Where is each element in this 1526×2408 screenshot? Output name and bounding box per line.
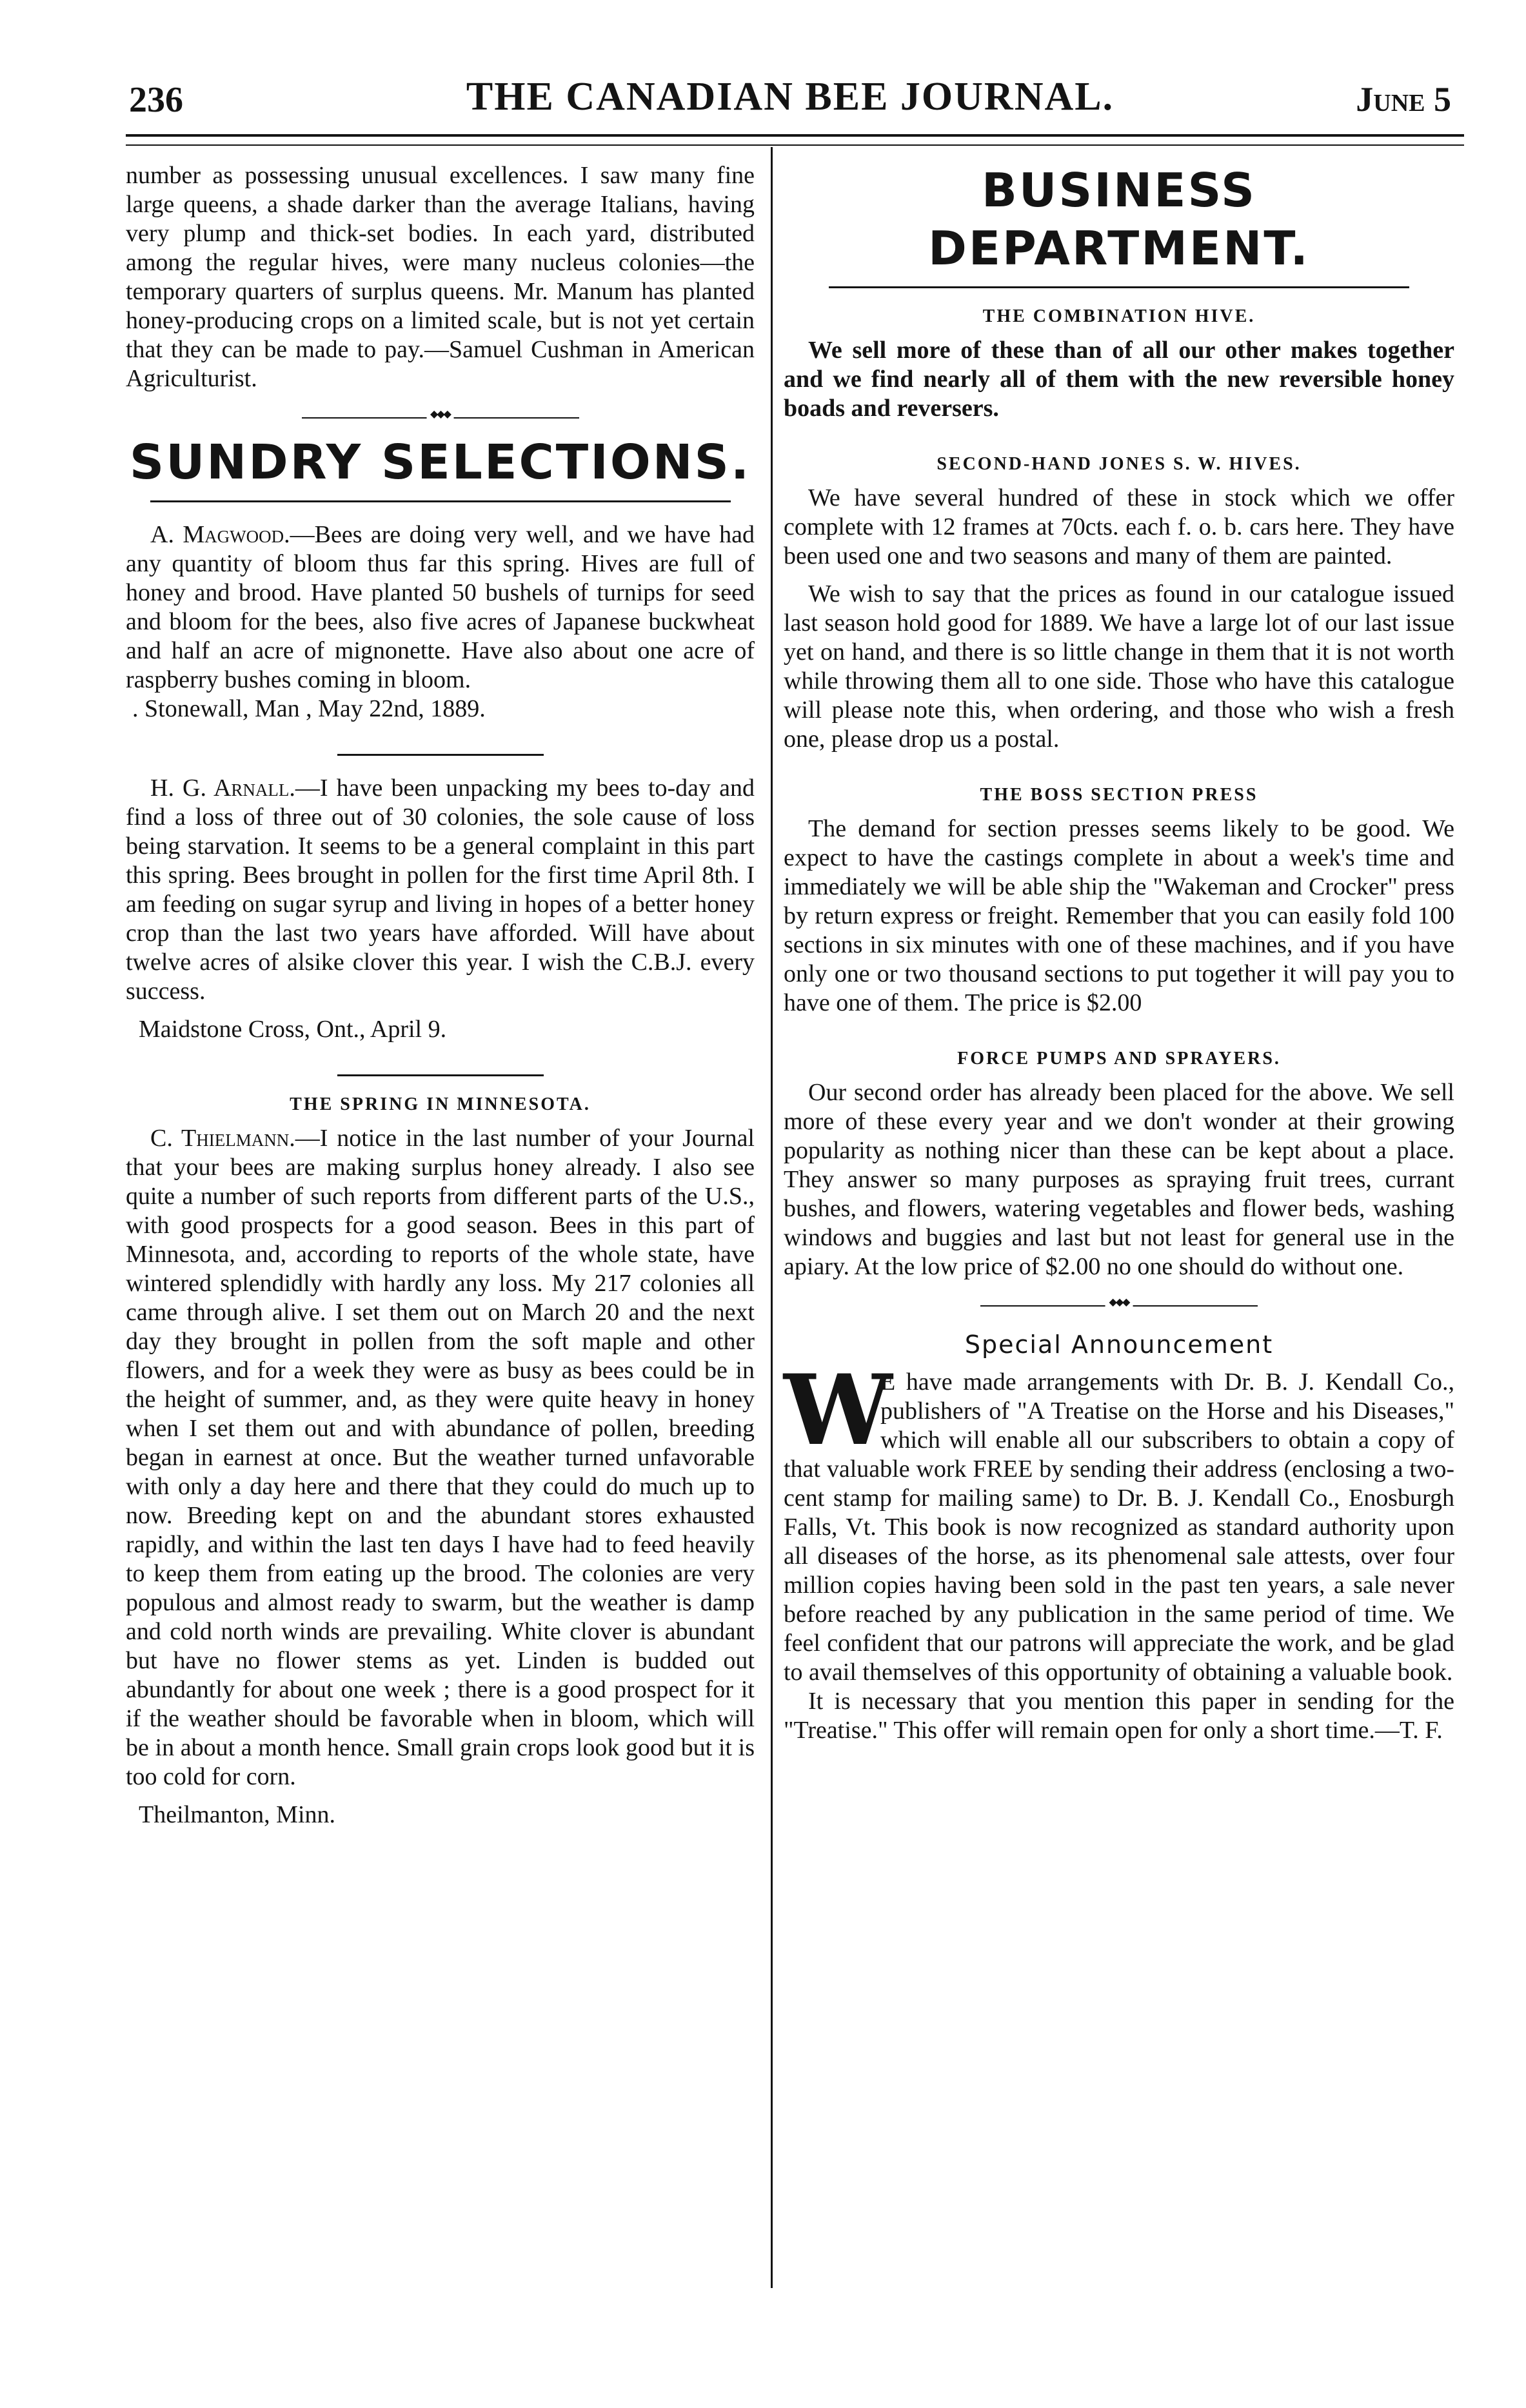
- thielmann-name: C. Thielmann.: [150, 1125, 295, 1152]
- business-department-title: BUSINESS DEPARTMENT.: [928, 163, 1310, 275]
- page-number: 236: [129, 80, 183, 120]
- minnesota-heading: THE SPRING IN MINNESOTA.: [290, 1094, 591, 1114]
- boss-press-text: The demand for section presses seems likely to be good. We expect to have the castings complete in about a week's time and immediately we will be able ship the "Wakeman and Crocker" press by return express or freight. Remember that you can easily fold 100 sections in six minutes with one of these machines, and if you have only one or two thousand sections to put together it will pay you to have one of them. The price is $2.00: [784, 815, 1454, 1016]
- arnall-letter: [126, 774, 755, 1006]
- special-announcement-heading: Special Announcement: [964, 1330, 1274, 1359]
- issue-date: June 5: [1356, 80, 1451, 119]
- magwood-dateline: . Stonewall, Man , May 22nd, 1889.: [132, 695, 486, 722]
- jones-hives-heading: SECOND-HAND JONES S. W. HIVES.: [936, 454, 1302, 474]
- thielmann-letter: [126, 1124, 755, 1791]
- intro-paragraph: number as possessing unusual excellences. I saw many fine large queens, a shade darker than the average Italians, having very plump and thick-set bodies. In each yard, distributed among the regular hives, were many nucleus colonies—the temporary quarters of surplus queens. Mr. Manum has planted honey-producing crops on a limited scale, but is not yet certain that they can be made to pay.—Samuel Cushman in American Agriculturist.: [126, 162, 755, 392]
- magwood-letter: [126, 520, 755, 695]
- ornament-divider: [302, 411, 579, 424]
- force-pumps-heading: FORCE PUMPS AND SPRAYERS.: [957, 1049, 1281, 1069]
- arnall-dateline: Maidstone Cross, Ont., April 9.: [139, 1016, 447, 1043]
- column-divider: [771, 147, 773, 2288]
- left-column: [126, 161, 755, 1829]
- combination-hive-text: We sell more of these than of all our other makes together and we find nearly all of them with the new reversible honey boads and reversers.: [784, 337, 1454, 422]
- arnall-name: H. G. Arnall.: [150, 775, 295, 802]
- force-pumps-text: Our second order has already been placed for the above. We sell more of these every year and we don't wonder at their growing popularity as nothing nicer than these can be kept about a place. They answer so many purposes as spraying fruit trees, currant bushes, and flowers, watering vegetables and flower beds, washing windows and buggies and last but not least for general use in the apiary. At the low price of $2.00 no one should do without one.: [784, 1079, 1454, 1280]
- special-announcement-text: [784, 1354, 1454, 1687]
- right-column: [784, 161, 1454, 1745]
- catalogue-text: We wish to say that the prices as found in our catalogue issued last season hold good for 1889. We have a large lot of our last issue yet on hand, and there is so little change in them that it is not worth while throwing them all to one side. Those who have this catalogue will please note this, when ordering, and those who wish a fresh one, please drop us a postal.: [784, 580, 1454, 753]
- sundry-selections-title: SUNDRY SELECTIONS.: [129, 435, 751, 490]
- jones-hives-text: We have several hundred of these in stock which we offer complete with 12 frames at 70cts. each f. o. b. cars here. They have been used one and two seasons and many of them are painted.: [784, 484, 1454, 569]
- special-closing-text: It is necessary that you mention this paper in sending for the "Treatise." This offer will remain open for only a short time.—T. F.: [784, 1688, 1454, 1744]
- special-body: E have made arrangements with Dr. B. J. Kendall Co., publishers of "A Treatise on the Horse and his Diseases," which will enable all our subscribers to obtain a copy of that valuable work FREE by sending their address (enclosing a two-cent stamp for mailing same) to Dr. B. J. Kendall Co., Enosburgh Falls, Vt. This book is now recognized as standard authority upon all diseases of the horse, as its phenomenal sale attests, over four million copies having been sold in the past ten years, a sale never before reached by any publication in the same period of time. We feel confident that our patrons will appreciate the work, and be glad to avail themselves of this opportunity of obtaining a valuable book.: [784, 1368, 1454, 1686]
- arnall-text: —I have been unpacking my bees to-day and find a loss of three out of 30 colonies, the sole cause of loss being starvation. It seems to be a general complaint in this part this spring. Bees brought in pollen for the first time April 8th. I am feeding on sugar syrup and living in hopes of a better honey crop than the last two years have afforded. Will have about twelve acres of alsike clover this year. I wish the C.B.J. every success.: [126, 775, 755, 1005]
- header-rule: [126, 134, 1464, 137]
- magwood-text: —Bees are doing very well, and we have had any quantity of bloom thus far this spring. Hives are full of honey and brood. Have planted 50 bushels of turnips for seed and bloom for the bees, also five acres of Japanese buckwheat and half an acre of mignonette. Have also about one acre of raspberry bushes coming in bloom.: [126, 521, 755, 693]
- thielmann-text: —I notice in the last number of your Journal that your bees are making surplus honey already. I also see quite a number of such reports from different parts of the U.S., with good prospects for a good season. Bees in this part of Minnesota, and, according to reports of the whole state, have wintered splendidly with hardly any loss. My 217 colonies all came through alive. I set them out on March 20 and the next day they brought in pollen from the soft maple and other flowers, and for a week they were as busy as bees could be in the height of summer, and, as they were quite heavy in honey when I set them out and with abundance of pollen, breeding began in earnest at once. But the weather turned unfavorable with only a day here and there that they could do much up to now. Breeding kept on and the abundant stores exhausted rapidly, and within the last ten days I have had to feed heavily to keep them from eating up the brood. The colonies are very populous and almost ready to swarm, but the weather is damp and cold north winds are prevailing. White clover is abundant but have no flower stems as yet. Linden is budded out abundantly for about one week ; there is a good prospect for it if the weather should be favorable when in bloom, which will be in about a month hence. Small grain crops look good but it is too cold for corn.: [126, 1125, 755, 1790]
- journal-title: THE CANADIAN BEE JOURNAL.: [466, 75, 1115, 119]
- header-rule-thin: [126, 144, 1464, 146]
- ornament-divider: [980, 1299, 1258, 1312]
- boss-press-heading: THE BOSS SECTION PRESS: [980, 785, 1258, 805]
- thielmann-dateline: Theilmanton, Minn.: [139, 1801, 336, 1828]
- drop-cap: W: [784, 1354, 893, 1467]
- combination-hive-heading: THE COMBINATION HIVE.: [982, 306, 1256, 326]
- magwood-name: A. Magwood.: [150, 521, 290, 548]
